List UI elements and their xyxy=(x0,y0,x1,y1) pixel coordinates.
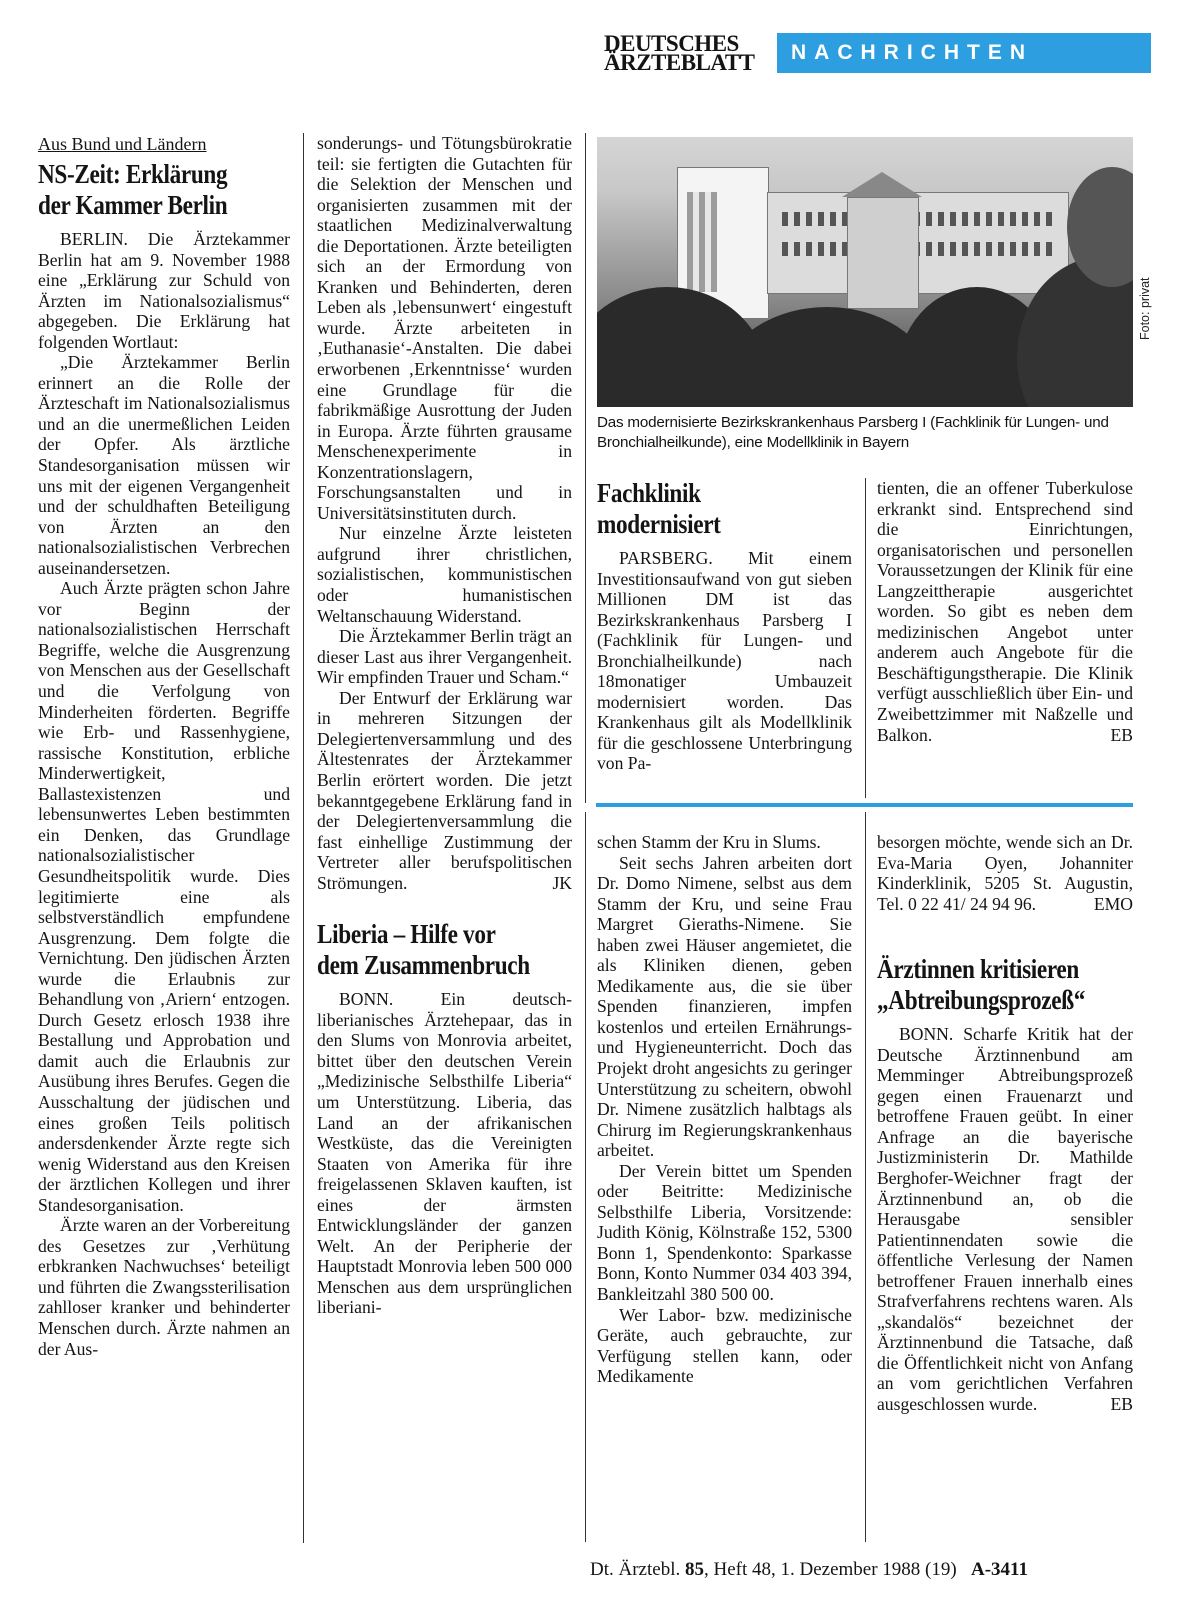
author-signature: EMO xyxy=(1093,893,1133,914)
logo-line-1: DEUTSCHES xyxy=(604,31,739,56)
body-paragraph xyxy=(877,832,1133,914)
article-col6 xyxy=(877,832,1133,1415)
article-ns-zeit-col1 xyxy=(38,133,290,1359)
paragraph-text: Der Entwurf der Erklärung war in mehreren Sitzungen der Delegiertenversammlung und des Ältestenrates der Ärztekammer Berlin erörtert worden. Die jetzt bekanntgegebene Erklärung fand in der Delegiertenversammlung die fast einhellige Zustimmung der Vertreter aller berufspolitischen Strömungen. xyxy=(317,687,572,893)
photo-caption: Das modernisierte Bezirkskrankenhaus Parsberg I (Fachklinik für Lungen- und Bronchialheilkunde), eine Modellklinik in Bayern xyxy=(597,414,1109,451)
section-label: Aus Bund und Ländern xyxy=(38,134,207,154)
headline-ns-zeit xyxy=(38,159,255,221)
headline-liberia xyxy=(317,919,536,981)
body-paragraph: BERLIN. Die Ärztekammer Berlin hat am 9. November 1988 eine „Erklärung zur Schuld von Ärzten im Nationalsozialismus“ abgegeben. Die Erklärung hat folgenden Wortlaut: xyxy=(38,229,290,352)
headline-line: Liberia – Hilfe vor xyxy=(317,919,496,950)
headline-line: „Abtreibungsprozeß“ xyxy=(877,985,1086,1016)
article-fachklinik-col3 xyxy=(597,478,852,774)
body-paragraph xyxy=(877,478,1133,745)
author-signature: JK xyxy=(552,872,572,893)
column-divider xyxy=(865,478,866,798)
author-signature: EB xyxy=(1110,1394,1133,1415)
paragraph-text: tienten, die an offener Tuberkulose erkrankt sind. Entsprechend sind die Einrichtungen, organisatorischen und personellen Voraussetzungen der Klinik für eine Langzeittherapie ausgerichtet worden. So gibt es neben dem medizinischen Angebot unter anderem auch Angebote für die Beschäftigungstherapie. Die Klinik verfügt ausschließlich über Ein- und Zweibettzimmer mit Naßzelle und Balkon. xyxy=(877,478,1134,745)
article-ns-zeit-col2 xyxy=(317,133,572,1318)
volume-number: 85 xyxy=(684,1559,704,1580)
body-paragraph xyxy=(317,688,572,893)
headline-line: der Kammer Berlin xyxy=(38,190,228,220)
headline-line: dem Zusammenbruch xyxy=(317,950,530,981)
body-paragraph: schen Stamm der Kru in Slums. xyxy=(597,832,821,852)
headline-fachklinik xyxy=(597,478,816,540)
column-divider xyxy=(585,812,586,1542)
photo-credit: Foto: privat xyxy=(1138,277,1152,340)
headline-line: NS-Zeit: Erklärung xyxy=(38,159,228,189)
issue-date: , Heft 48, 1. Dezember 1988 (19) xyxy=(703,1559,957,1580)
body-paragraph: Nur einzelne Ärzte leisteten aufgrund ihrer christlichen, sozialistischen, kommunistischen oder humanistischen Weltanschauung Widerstand. xyxy=(317,523,572,626)
body-paragraph: BONN. Ein deutsch-liberianisches Ärztehepaar, das in den Slums von Monrovia arbeitet, bittet über den deutschen Verein „Medizinische Selbsthilfe Liberia“ um Unterstützung. Liberia, das Land an der afrikanischen Westküste, das die Vereinigten Staaten von Amerika für ihre freigelassenen Sklaven kauften, ist eines der ärmsten Entwicklungsländer der ganzen Welt. An der Peripherie der Hauptstadt Monrovia leben 500 000 Menschen aus dem ursprünglichen liberiani- xyxy=(317,989,572,1318)
headline-line: modernisiert xyxy=(597,509,721,539)
body-paragraph: Ärzte waren an der Vorbereitung des Gesetzes zur ‚Verhütung erbkranken Nachwuchses‘ beteiligt und führten die Zwangssterilisation zahlloser kranker und behinderter Menschen durch. Ärzte nahmen an der Aus- xyxy=(38,1215,290,1359)
journal-name: Dt. Ärztebl. xyxy=(590,1559,681,1580)
column-divider xyxy=(585,133,586,803)
paragraph-text: besorgen möchte, wende sich an Dr. Eva-Maria Oyen, Johanniter Kinderklinik, 5205 St. Augustin, Tel. 0 22 41/ 24 94 96. xyxy=(877,832,1133,914)
body-paragraph: „Die Ärztekammer Berlin erinnert an die Rolle der Ärzteschaft im Nationalsozialismus und an die unermeßlichen Leiden der Opfer. Als ärztliche Standesorganisation müssen wir uns mit der eigenen Vergangenheit und der schuldhaften Beteiligung von Ärzten an den nationalsozialistischen Verbrechen auseinandersetzen. xyxy=(38,352,290,578)
headline-line: Fachklinik xyxy=(597,478,701,508)
body-paragraph: sonderungs- und Tötungsbürokratie teil: sie fertigten die Gutachten für die Selektion der Menschen und organisierten zusammen mit der staatlichen Medizinalverwaltung die Deportationen. Ärzte beteiligten sich an der Ermordung von Kranken und Behinderten, deren Leben als ‚lebensunwert‘ eingestuft wurde. Ärzte arbeiteten in ‚Euthanasie‘-Anstalten. Die dabei erworbenen ‚Erkenntnisse‘ wurden eine Grundlage für die fabrikmäßige Ausrottung der Juden in Europa. Ärzte führten grausame Menschenexperimente in Konzentrationslagern, Forschungsanstalten und in Universitätsinstituten durch. xyxy=(317,133,572,523)
column-divider xyxy=(303,133,304,1543)
hospital-photo xyxy=(597,137,1133,407)
body-paragraph: PARSBERG. Mit einem Investitionsaufwand von gut sieben Millionen DM ist das Bezirkskrankenhaus Parsberg I (Fachklinik für Lungen- und Bronchialheilkunde) nach 18monatiger Umbauzeit modernisiert worden. Das Krankenhaus gilt als Modellklinik für die geschlossene Unterbringung von Pa- xyxy=(597,548,852,774)
section-rule xyxy=(596,803,1133,807)
headline-line: Ärztinnen kritisieren xyxy=(877,954,1079,985)
paragraph-text: BONN. Scharfe Kritik hat der Deutsche Ärztinnenbund am Memminger Abtreibungsprozeß gegen einen Frauenarzt und betroffene Frauen geübt. In einer Anfrage an die bayerische Justizministerin Dr. Mathilde Berghofer-Weichner fragt der Ärztinnenbund an, ob die Herausgabe sensibler Patientinnendaten sowie die öffentliche Verlesung der Namen betroffener Frauen innerhalb eines Strafverfahrens rechtens waren. Als „skandalös“ bezeichnet der Ärztinnenbund die Tatsache, daß die Öffentlichkeit nicht von Anfang an vom gerichtlichen Verfahren ausgeschlossen wurde. xyxy=(877,1024,1133,1415)
page-number: A-3411 xyxy=(970,1559,1028,1580)
logo-line-2: ÄRZTEBLATT xyxy=(604,50,755,75)
article-liberia-col5 xyxy=(597,832,852,1387)
author-signature: EB xyxy=(1110,724,1133,745)
headline-aerztinnen xyxy=(877,954,1097,1016)
body-paragraph: Wer Labor- bzw. medizinische Geräte, auch gebrauchte, zur Verfügung stellen kann, oder Medikamente xyxy=(597,1304,852,1387)
body-paragraph xyxy=(877,1024,1133,1414)
journal-logo xyxy=(604,31,772,75)
page-footer xyxy=(590,1558,1142,1582)
body-paragraph: Auch Ärzte prägten schon Jahre vor Beginn der nationalsozialistischen Herrschaft Begriffe, welche die Ausgrenzung von Menschen aus der Gesellschaft und die Verfolgung von Minderheiten förderten. Begriffe wie Erb- und Rassenhygiene, rassische Konstitution, erbliche Minderwertigkeit, Ballastexistenzen und lebensunwertes Leben bestimmten ein Denken, das Grundlage nationalsozialistischer Gesundheitspolitik wurde. Dies legitimierte eine als selbstverständlich empfundene Ausgrenzung. Dem folgte die Vernichtung. Den jüdischen Ärzten wurde die Erlaubnis zur Behandlung von ‚Ariern‘ entzogen. Durch Gesetz erlosch 1938 ihre Bestallung und Approbation und damit auch die Erlaubnis zur Ausübung ihres Berufes. Gegen die Ausschaltung der jüdischen und eines großen Teils politisch andersdenkender Ärzte regte sich wenig Widerstand aus den Kreisen der ärztlichen Kollegen und ihrer Standesorganisation. xyxy=(38,578,290,1215)
section-banner: NACHRICHTEN xyxy=(777,33,1151,73)
column-divider xyxy=(865,812,866,1542)
article-fachklinik-col4 xyxy=(877,478,1133,745)
body-paragraph: Der Verein bittet um Spenden oder Beitritte: Medizinische Selbsthilfe Liberia, Vorsitzende: Judith König, Kölnstraße 152, 5300 Bonn 1, Spendenkonto: Sparkasse Bonn, Konto Nummer 034 403 394, Bankleitzahl 380 500 00. xyxy=(597,1160,852,1305)
body-paragraph: Die Ärztekammer Berlin trägt an dieser Last aus ihrer Vergangenheit. Wir empfinden Trauer und Scham.“ xyxy=(317,626,572,688)
body-paragraph: Seit sechs Jahren arbeiten dort Dr. Domo Nimene, selbst aus dem Stamm der Kru, und seine Frau Margret Gieraths-Nimene. Sie haben zwei Häuser angemietet, die als Kliniken dienen, geben Medikamente aus, die sie über Spenden finanzieren, impfen kostenlos und erteilen Ernährungs- und Hygieneunterricht. Doch das Projekt droht angesichts zu geringer Unterstützung zu scheitern, obwohl Dr. Nimene zusätzlich halbtags als Chirurg im Regierungskrankenhaus arbeitet. xyxy=(597,852,852,1161)
